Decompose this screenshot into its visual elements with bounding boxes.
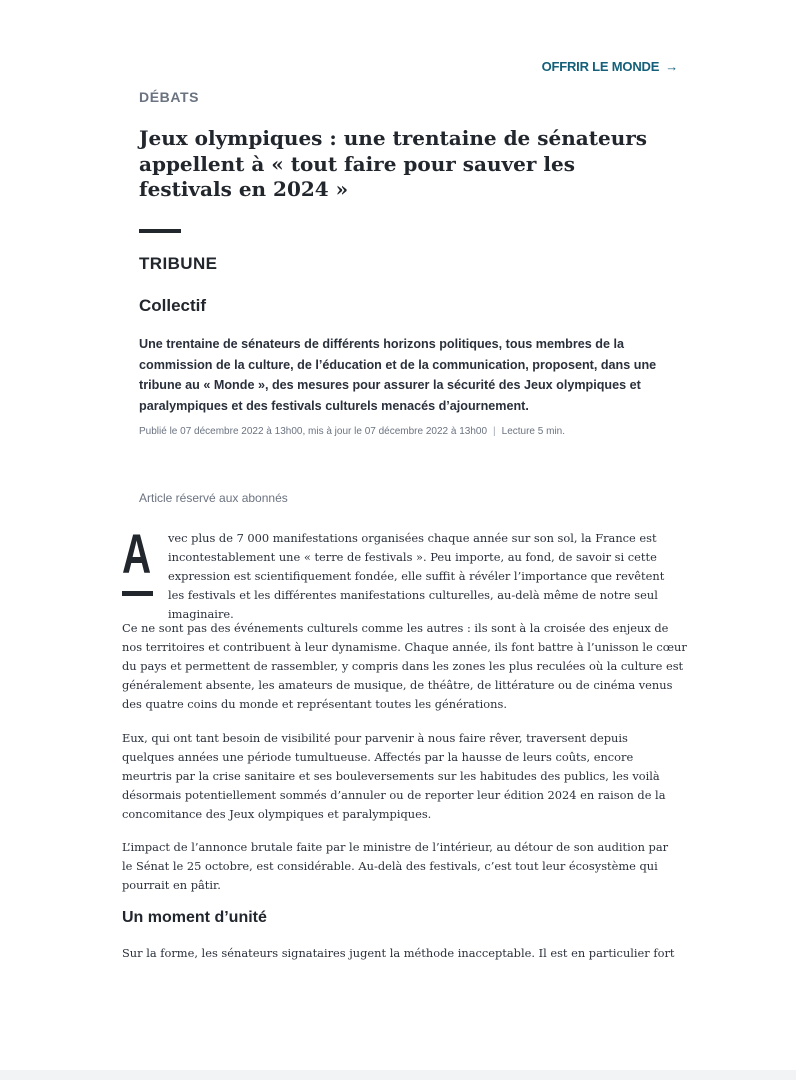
bottom-bar	[0, 1070, 796, 1080]
article-summary: Une trentaine de sénateurs de différents horizons politiques, tous membres de la commission de la culture, de l’éducation et de la communication, proposent, dans une tribune au « Monde », des mesures pour assurer la sécurité des Jeux olympiques et paralympiques et des festivals culturels menacés d’ajournement.	[139, 337, 657, 413]
drop-cap: A	[122, 522, 152, 585]
article-paragraph: vec plus de 7 000 manifestations organisées chaque année sur son sol, la France est incontestablement une « terre de festivals ». Peu importe, au fond, de savoir si cette expression est scientifiquement fondée, elle suffit à révéler l’importance que revêtent les festivals et les différentes manifestations culturelles, au-delà même de notre seul imaginaire.	[168, 531, 665, 621]
arrow-right-icon: →	[665, 59, 678, 74]
reading-time: Lecture 5 min.	[501, 426, 566, 437]
offer-link-label: OFFRIR LE MONDE	[541, 59, 660, 74]
offer-le-monde-link[interactable]	[542, 59, 678, 74]
publication-date: Publié le 07 décembre 2022 à 13h00, mis à jour le 07 décembre 2022 à 13h00	[139, 426, 488, 437]
drop-cap-underline	[122, 591, 153, 596]
article-subheading: Un moment d’unité	[122, 909, 267, 926]
section-rubric[interactable]: DÉBATS	[139, 89, 200, 105]
article-meta	[139, 426, 565, 437]
article-paragraph: Sur la forme, les sénateurs signataires jugent la méthode inacceptable. Il est en particulier fort	[122, 946, 675, 960]
article-author[interactable]: Collectif	[139, 296, 207, 315]
meta-separator: |	[493, 426, 496, 437]
article-title: Jeux olympiques : une trentaine de sénateurs appellent à « tout faire pour sauver les festivals en 2024 »	[139, 126, 648, 201]
article-genre: TRIBUNE	[139, 254, 218, 273]
title-divider	[139, 229, 181, 233]
article-paragraph: Eux, qui ont tant besoin de visibilité pour parvenir à nous faire rêver, traversent depuis quelques années une période tumultueuse. Affectés par la hausse de leurs coûts, encore meurtris par la crise sanitaire et ses bouleversements sur les habitudes des publics, les voilà désormais potentiellement sommés d’annuler ou de reporter leur édition 2024 en raison de la concomitance des Jeux olympiques et paralympiques.	[122, 731, 666, 821]
subscriber-notice: Article réservé aux abonnés	[139, 491, 288, 505]
article-paragraph: Ce ne sont pas des événements culturels comme les autres : ils sont à la croisée des enjeux de nos territoires et contribuent à leur dynamisme. Chaque année, ils font battre à l’unisson le cœur du pays et permettent de rassembler, y compris dans les zones les plus reculées où la culture est généralement absente, les amateurs de musique, de théâtre, de littérature ou de cinéma venus des quatre coins du monde et représentant toutes les générations.	[122, 621, 687, 711]
article-paragraph: L’impact de l’annonce brutale faite par le ministre de l’intérieur, au détour de son audition par le Sénat le 25 octobre, est considérable. Au-delà des festivals, c’est tout leur écosystème qui pourrait en pâtir.	[122, 840, 669, 892]
